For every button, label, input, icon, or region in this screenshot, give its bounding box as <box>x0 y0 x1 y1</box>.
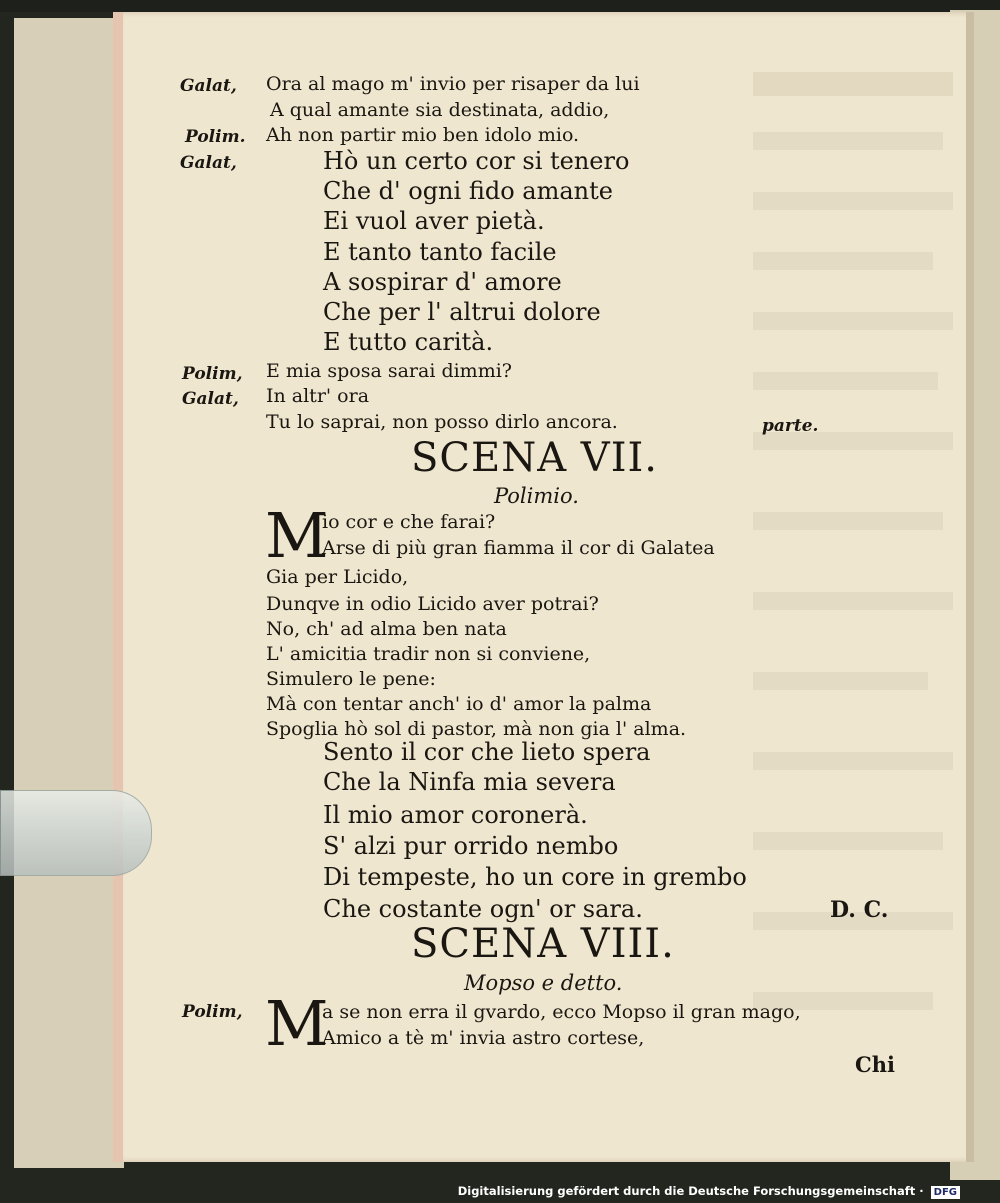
verse-line: Spoglia hò sol di pastor, mà non gia l' alma. <box>266 718 687 740</box>
drop-cap: M <box>265 987 329 1060</box>
verse-line: L' amicitia tradir non si conviene, <box>266 643 591 665</box>
page-edge <box>113 12 123 1162</box>
aria-line: Ei vuol aver pietà. <box>323 207 545 235</box>
aria-line: S' alzi pur orrido nembo <box>323 832 619 860</box>
verse-line: No, ch' ad alma ben nata <box>266 618 507 640</box>
aria-line: Di tempeste, ho un core in grembo <box>323 863 747 891</box>
verse-line: Amico a tè m' invia astro cortese, <box>322 1027 645 1049</box>
aria-line: Che d' ogni fido amante <box>323 177 613 205</box>
verse-line: Simulero le pene: <box>266 668 436 690</box>
speaker-label: Polim. <box>185 127 246 147</box>
da-capo-mark: D. C. <box>830 897 889 923</box>
verse-line: Arse di più gran fiamma il cor di Galatea <box>322 537 715 559</box>
dfg-logo: DFG <box>931 1186 960 1199</box>
verse-line: E mia sposa sarai dimmi? <box>266 360 512 382</box>
aria-line: Sento il cor che lieto spera <box>323 738 651 766</box>
verse-line: io cor e che farai? <box>322 511 496 533</box>
speaker-label: Galat, <box>180 76 237 96</box>
verse-line: Tu lo saprai, non posso dirlo ancora. <box>266 411 618 433</box>
verse-line: Gia per Licido, <box>266 566 409 588</box>
verse-line: Dunqve in odio Licido aver potrai? <box>266 593 599 615</box>
scene-heading: SCENA VII. <box>411 435 659 481</box>
drop-cap: M <box>265 499 329 572</box>
speaker-label: Polim, <box>182 364 243 384</box>
facing-page-left <box>14 18 124 1168</box>
verse-line: Ah non partir mio ben idolo mio. <box>266 124 580 146</box>
exit-direction: parte. <box>762 416 819 436</box>
aria-line: E tutto carità. <box>323 328 494 356</box>
aria-line: Che la Ninfa mia severa <box>323 768 616 796</box>
verse-line: Ora al mago m' invio per risaper da lui <box>266 73 640 95</box>
aria-line: A sospirar d' amore <box>323 268 562 296</box>
verse-line: a se non erra il gvardo, ecco Mopso il gran mago, <box>322 1001 801 1023</box>
page-fold <box>966 12 974 1162</box>
page-holder-clip <box>0 790 152 876</box>
verse-line: A qual amante sia destinata, addio, <box>270 99 610 121</box>
aria-line: Che costante ogn' or sara. <box>323 895 643 923</box>
funding-credit-text: Digitalisierung gefördert durch die Deutsche Forschungsgemeinschaft <box>457 1184 916 1198</box>
aria-line: E tanto tanto facile <box>323 238 557 266</box>
speaker-label: Polim, <box>182 1002 243 1022</box>
scene-persons: Mopso e detto. <box>464 971 623 995</box>
scene-persons: Polimio. <box>494 484 579 508</box>
catchword: Chi <box>855 1052 895 1077</box>
scene-heading: SCENA VIII. <box>411 921 675 967</box>
aria-line: Che per l' altrui dolore <box>323 298 601 326</box>
verse-line: In altr' ora <box>266 385 370 407</box>
scan-background <box>0 0 1000 12</box>
aria-line: Il mio amor coronerà. <box>323 801 588 829</box>
aria-line: Hò un certo cor si tenero <box>323 147 630 175</box>
funding-credit: Digitalisierung gefördert durch die Deutsche Forschungsgemeinschaft · DFG <box>458 1184 960 1199</box>
verse-line: Mà con tentar anch' io d' amor la palma <box>266 693 652 715</box>
speaker-label: Galat, <box>182 389 239 409</box>
speaker-label: Galat, <box>180 153 237 173</box>
